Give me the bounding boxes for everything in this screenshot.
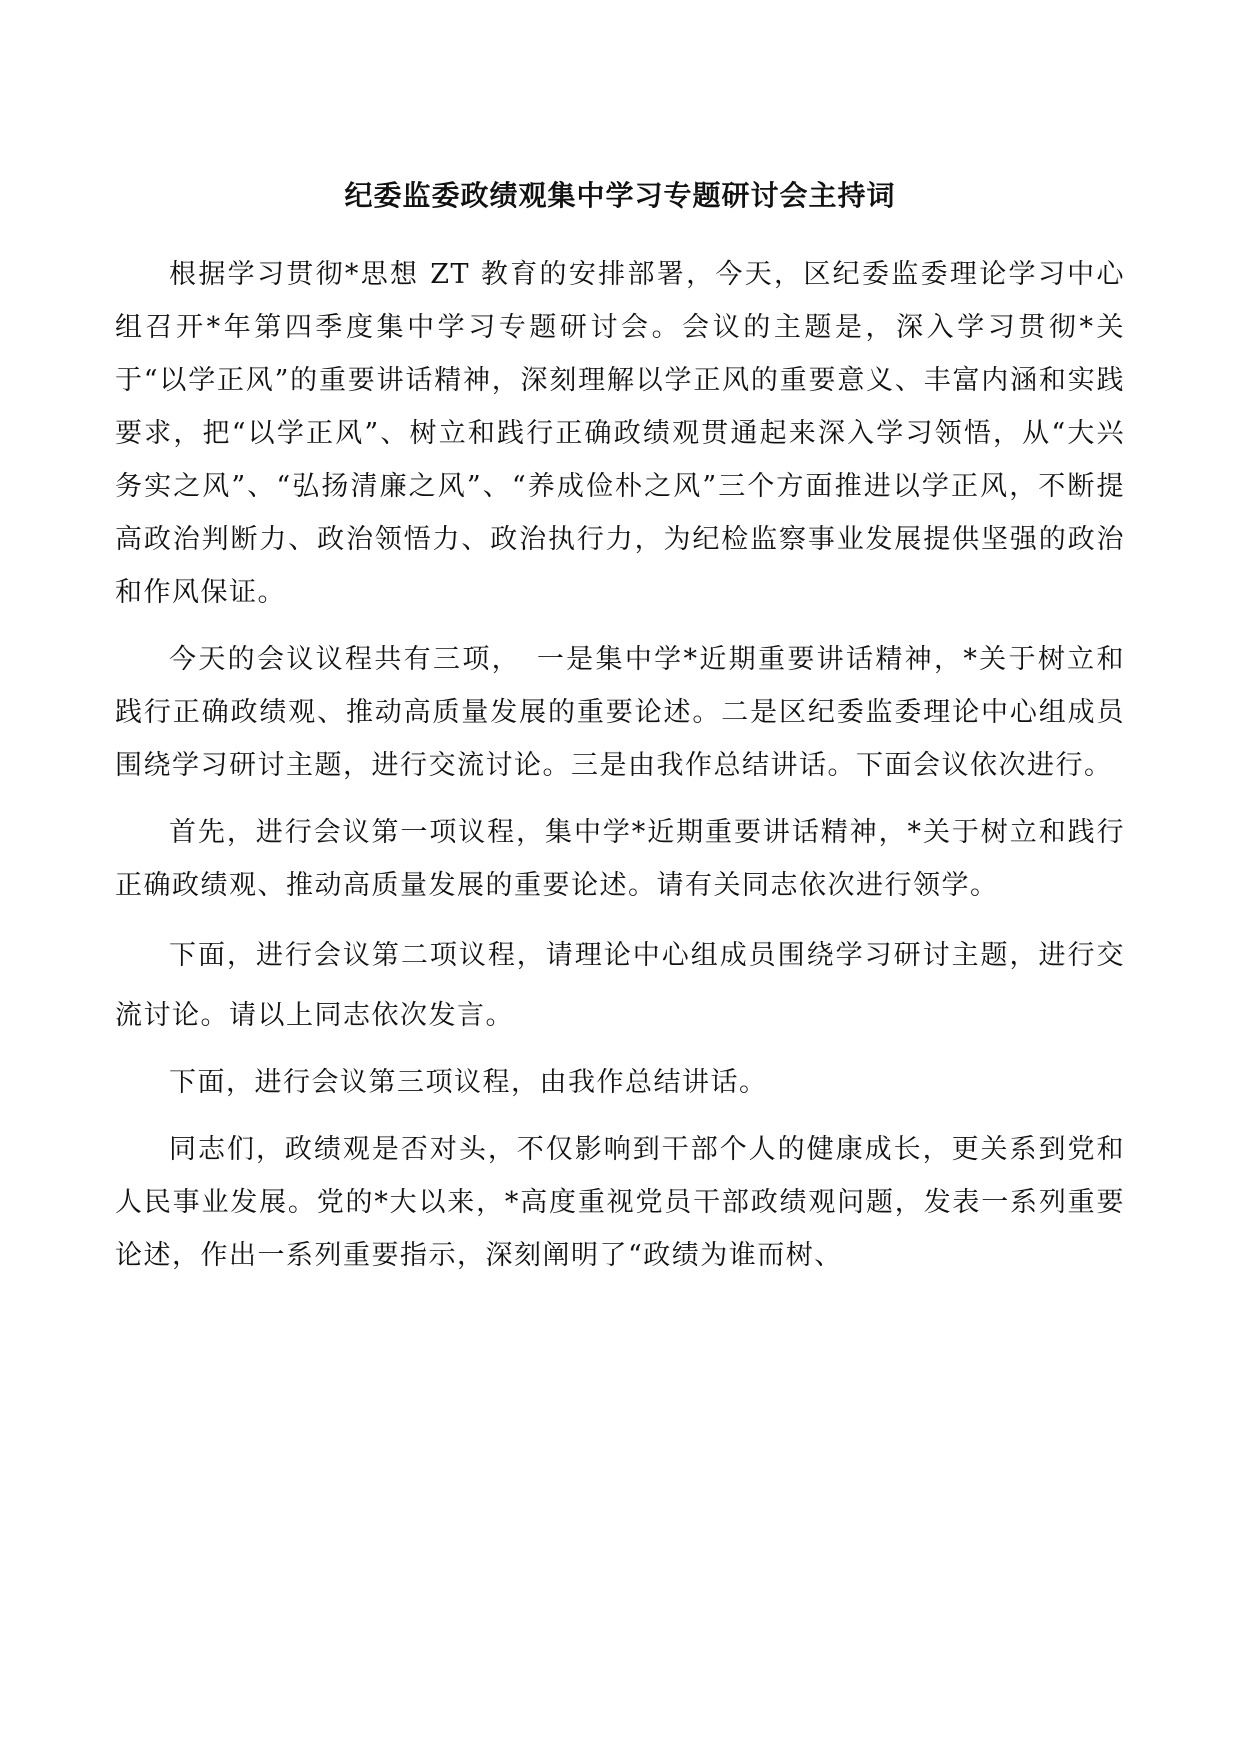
paragraph-second-item: 下面，进行会议第二项议程，请理论中心组成员围绕学习研讨主题，进行交流讨论。请以上同志依次发言。 [115, 940, 1125, 1031]
paragraph-third-item: 下面，进行会议第三项议程，由我作总结讲话。 [169, 1067, 768, 1098]
paragraph-speech: 同志们，政绩观是否对头，不仅影响到干部个人的健康成长，更关系到党和人民事业发展。党的*大以来，*高度重视党员干部政绩观问题，发表一系列重要论述，作出一系列重要指示，深刻阐明了“政绩为谁而树、 [115, 1134, 1125, 1271]
paragraph-agenda: 今天的会议议程共有三项， 一是集中学*近期重要讲话精神，*关于树立和践行正确政绩观、推动高质量发展的重要论述。二是区纪委监委理论中心组成员围绕学习研讨主题，进行交流讨论。三是由我作总结讲话。下面会议依次进行。 [115, 644, 1125, 781]
paragraph-intro: 根据学习贯彻*思想 ZT 教育的安排部署，今天，区纪委监委理论学习中心组召开*年第四季度集中学习专题研讨会。会议的主题是，深入学习贯彻*关于“以学正风”的重要讲话精神，深刻理解以学正风的重要意义、丰富内涵和实践要求，把“以学正风”、树立和践行正确政绩观贯通起来深入学习领悟，从“大兴务实之风”、“弘扬清廉之风”、“养成俭朴之风”三个方面推进以学正风，不断提高政治判断力、政治领悟力、政治执行力，为纪检监察事业发展提供坚强的政治和作风保证。 [115, 259, 1125, 608]
paragraph-first-item: 首先，进行会议第一项议程，集中学*近期重要讲话精神，*关于树立和践行正确政绩观、推动高质量发展的重要论述。请有关同志依次进行领学。 [115, 817, 1125, 901]
document-title: 纪委监委政绩观集中学习专题研讨会主持词 [344, 179, 896, 212]
document-body [115, 176, 1125, 1296]
